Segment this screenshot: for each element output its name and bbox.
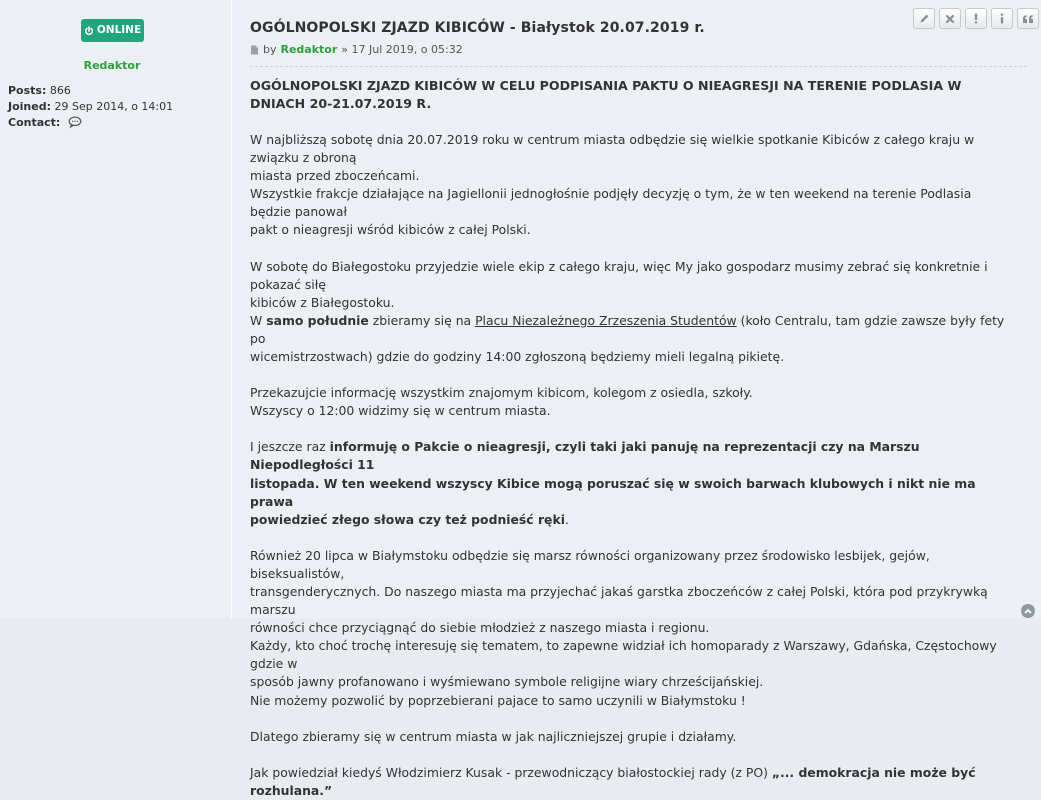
post-author-line: [250, 43, 463, 56]
paragraph-line: [250, 511, 1010, 529]
text-span: I jeszcze raz: [250, 439, 330, 455]
chat-bubble-icon[interactable]: [68, 116, 82, 128]
text-span: zbieramy się na: [368, 312, 476, 328]
post-content: [250, 77, 1010, 800]
paragraph-line: kibiców z Białegostoku.: [250, 294, 395, 310]
contact-line: [8, 116, 82, 129]
bold-text: samo południe: [266, 312, 369, 328]
paragraph-line: Każdy, kto choć trochę interesuję się tematem, to zapewne widział ich homoparady z Warszawy, Gdańska, Częstochowy gdzie w: [250, 638, 997, 672]
post-body: [250, 0, 1035, 798]
post-divider: [250, 66, 1027, 67]
paragraph-line: pakt o nieagresji wśród kibiców z całej Polski.: [250, 222, 531, 238]
paragraph-line: [250, 312, 1010, 348]
online-badge: [81, 19, 144, 42]
text-span: Jak powiedział kiedyś Włodzimierz Kusak - przewodniczący białostockiej rady (z PO): [250, 764, 772, 780]
joined-date: [8, 100, 173, 113]
contact-label: Contact:: [8, 116, 61, 129]
bold-text: powiedzieć złego słowa czy też podnieść ręki: [250, 511, 565, 527]
text-span: (koło Centralu, tam gdzie zawsze były fety po: [250, 312, 1005, 346]
post-date: » 17 Jul 2019, o 05:32: [341, 43, 463, 56]
paragraph-line: miasta przed zboczeńcami.: [250, 168, 420, 184]
paragraph-line: Wszystkie frakcje działające na Jagiellonii jednogłośnie podjęły decyzję o tym, że w ten weekend na terenie Podlasia będzie panował: [250, 186, 972, 220]
paragraph-line: Nie możemy pozwolić by poprzebierani pajace to samo uczynili w Białymstoku !: [250, 692, 746, 708]
paragraph-line: Przekazujcie informację wszystkim znajomym kibicom, kolegom z osiedla, szkoły.: [250, 385, 753, 401]
bold-text: „... demokracja nie może być rozhulana.”: [250, 764, 976, 798]
posts-label: Posts:: [8, 84, 47, 97]
by-label: by: [263, 43, 277, 56]
posts-count: [8, 84, 71, 97]
paragraph-line: wicemistrzostwach) gdzie do godziny 14:00 zgłoszoną będziemy mieli legalną pikietę.: [250, 349, 785, 365]
bold-text: informuję o Pakcie o nieagresji, czyli taki jaki panuję na reprezentacji czy na Marszu Niepodległości 11: [250, 439, 920, 473]
paragraph-line: [250, 764, 1010, 800]
location-link[interactable]: Placu Niezależnego Zrzeszenia Studentów: [475, 312, 737, 328]
paragraph-line: W sobotę do Białegostoku przyjedzie wiele ekip z całego kraju, więc My jako gospodarz musimy zebrać się konkretnie i pokazać siłę: [250, 258, 988, 292]
joined-label: Joined:: [8, 100, 51, 113]
post-profile: [0, 0, 232, 618]
post-heading: OGÓLNOPOLSKI ZJAZD KIBICÓW W CELU PODPISANIA PAKTU O NIEAGRESJI NA TERENIE PODLASIA W DNIACH 20-21.07.2019 R.: [250, 78, 962, 111]
power-icon: [84, 26, 94, 36]
paragraph-line: sposób jawny profanowano i wyśmiewano symbole religijne wiary chrześcijańskiej.: [250, 674, 764, 690]
bold-text: listopada. W ten weekend wszyscy Kibice mogą poruszać się w swoich barwach klubowych i nikt nie ma prawa: [250, 475, 976, 509]
text-span: W: [250, 312, 267, 328]
paragraph-line: Dlatego zbieramy się w centrum miasta w jak najliczniejszej grupie i działamy.: [250, 728, 737, 744]
text-span: .: [564, 511, 569, 527]
paragraph-line: W najbliższą sobotę dnia 20.07.2019 roku w centrum miasta odbędzie się wielkie spotkanie Kibiców z całego kraju w związku z obroną: [250, 132, 975, 166]
chevron-up-icon: [1024, 608, 1032, 614]
paragraph-line: równości chce przyciągnąć do siebie młodzież z naszego miasta i regionu.: [250, 620, 710, 636]
online-label: ONLINE: [96, 24, 142, 36]
joined-value: 29 Sep 2014, o 14:01: [54, 100, 174, 113]
paragraph-line: Wszyscy o 12:00 widzimy się w centrum miasta.: [250, 403, 551, 419]
post-title[interactable]: OGÓLNOPOLSKI ZJAZD KIBICÓW - Białystok 20.07.2019 r.: [250, 20, 705, 36]
paragraph-line: [250, 438, 1010, 474]
post-author[interactable]: Redaktor: [280, 43, 338, 56]
paragraph-line: [250, 475, 1010, 511]
post-document-icon[interactable]: [250, 45, 259, 55]
profile-username[interactable]: Redaktor: [83, 59, 141, 72]
posts-value[interactable]: 866: [49, 84, 71, 97]
paragraph-line: transgenderycznych. Do naszego miasta ma przyjechać jakaś garstka zboczeńców z całej Polski, która pod przykrywką marszu: [250, 583, 988, 618]
scroll-to-top-button[interactable]: [1021, 604, 1035, 618]
paragraph-line: Również 20 lipca w Białymstoku odbędzie się marsz równości organizowany przez środowisko lesbijek, gejów, biseksualistów,: [250, 547, 930, 581]
